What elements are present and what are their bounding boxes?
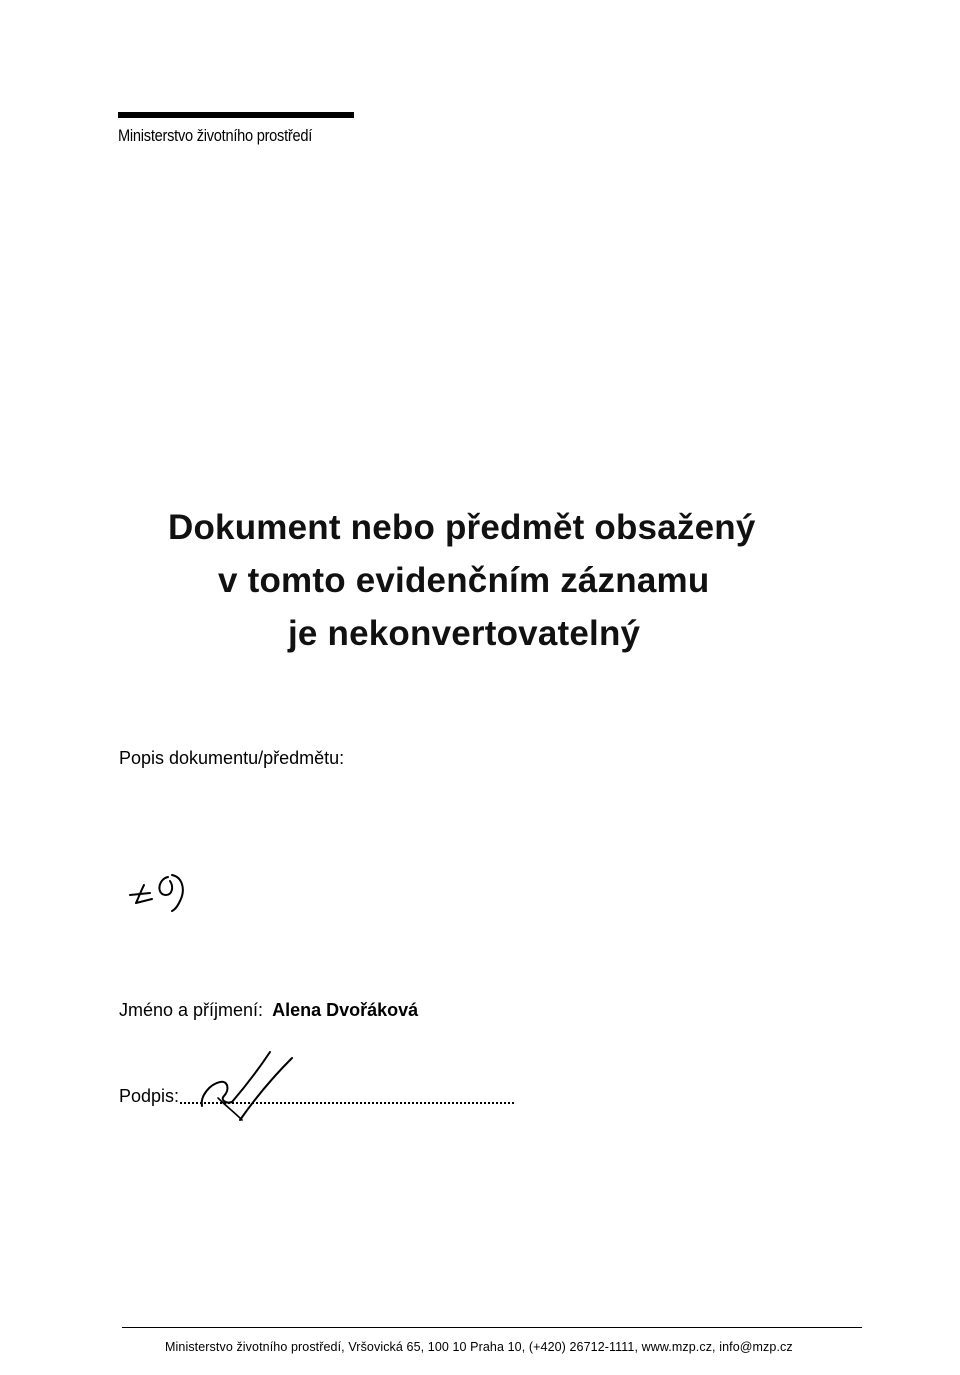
logo-text: Ministerstvo životního prostředí <box>118 126 313 145</box>
logo-bar <box>118 112 354 118</box>
signature-label: Podpis: <box>119 1086 180 1106</box>
ministry-logo <box>118 112 356 146</box>
handwritten-signature <box>180 1040 310 1130</box>
handwritten-description-mark <box>110 855 220 915</box>
notice-line-2: v tomto evidenčním záznamu <box>218 561 710 600</box>
description-label: Popis dokumentu/předmětu: <box>119 748 345 768</box>
name-value: Alena Dvořáková <box>272 1000 419 1020</box>
name-label: Jméno a příjmení: <box>119 1000 264 1020</box>
name-row <box>119 1000 418 1021</box>
notice-line-1: Dokument nebo předmět obsažený <box>168 508 756 547</box>
footer-address: Ministerstvo životního prostředí, Vršovická 65, 100 10 Praha 10, (+420) 26712-1111, www.mzp.cz, info@mzp.cz <box>165 1340 793 1354</box>
notice-line-3: je nekonvertovatelný <box>288 614 641 653</box>
footer-divider <box>122 1327 862 1328</box>
